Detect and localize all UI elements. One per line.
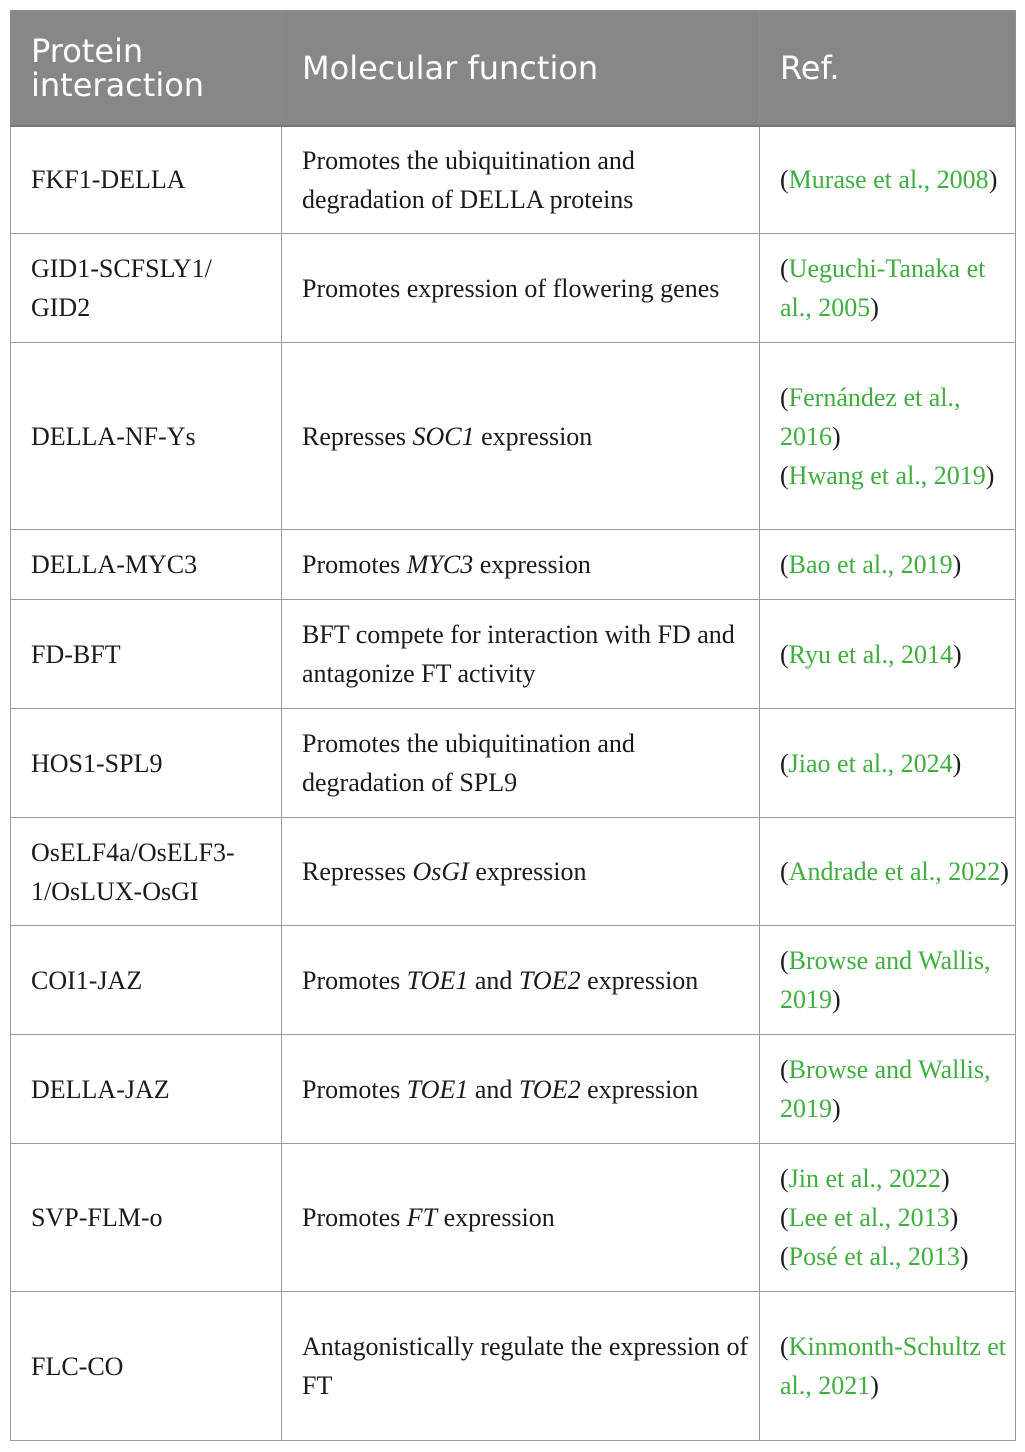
ref-entry: (Browse and Wallis, 2019) (780, 946, 991, 1014)
reference-link[interactable]: Ueguchi-Tanaka et al., 2005 (780, 254, 986, 322)
cell-ref (760, 234, 1016, 343)
function-text: expression (468, 857, 587, 886)
function-text: Promotes (302, 1203, 407, 1232)
function-text: expression (437, 1203, 555, 1232)
gene-name-italic: TOE1 (406, 965, 469, 995)
function-text: BFT compete for interaction with FD and antagonize FT activity (302, 620, 735, 688)
ref-entry: (Jiao et al., 2024) (780, 748, 962, 778)
cell-ref (760, 818, 1016, 926)
function-text: Represses (302, 857, 413, 886)
cell-ref (760, 343, 1016, 530)
ref-entry: (Ueguchi-Tanaka et al., 2005) (780, 254, 986, 322)
cell-protein-interaction: OsELF4a/OsELF3-1/OsLUX-OsGI (11, 818, 282, 926)
ref-entry: (Kinmonth-Schultz et al., 2021) (780, 1332, 1007, 1400)
cell-ref (760, 1035, 1016, 1144)
function-text: expression (580, 1074, 699, 1104)
table-row (11, 600, 1016, 709)
ref-entry: (Lee et al., 2013) (780, 1203, 959, 1232)
table-row (11, 709, 1016, 818)
table-row (11, 926, 1016, 1035)
cell-protein-interaction: DELLA-NF-Ys (11, 343, 282, 530)
reference-link[interactable]: Murase et al., 2008 (788, 165, 989, 195)
cell-protein-interaction: GID1-SCFSLY1/ GID2 (11, 234, 282, 343)
ref-entry: (Jin et al., 2022) (780, 1164, 950, 1193)
table-row (11, 1144, 1016, 1292)
reference-link[interactable]: Lee et al., 2013 (788, 1203, 950, 1232)
reference-link[interactable]: Jin et al., 2022 (788, 1164, 942, 1193)
cell-molecular-function (282, 1144, 760, 1292)
cell-protein-interaction: DELLA-JAZ (11, 1035, 282, 1144)
cell-ref (760, 1292, 1016, 1441)
reference-link[interactable]: Ryu et al., 2014 (788, 639, 953, 669)
function-text: Promotes expression of flowering genes (302, 273, 720, 303)
header-ref: Ref. (760, 11, 1016, 126)
cell-protein-interaction: SVP-FLM-o (11, 1144, 282, 1292)
ref-entry: (Ryu et al., 2014) (780, 639, 962, 669)
cell-ref (760, 600, 1016, 709)
reference-link[interactable]: Jiao et al., 2024 (788, 748, 953, 778)
cell-molecular-function (282, 926, 760, 1035)
reference-link[interactable]: Posé et al., 2013 (788, 1242, 960, 1271)
ref-entry: (Bao et al., 2019) (780, 550, 962, 579)
cell-protein-interaction: HOS1-SPL9 (11, 709, 282, 818)
function-text: Promotes (302, 550, 407, 579)
function-text: Promotes (302, 965, 407, 995)
table-row (11, 234, 1016, 343)
header-molecular-function: Molecular function (282, 11, 760, 126)
function-text: expression (473, 550, 591, 579)
cell-ref (760, 1144, 1016, 1292)
function-text: and (468, 1074, 519, 1104)
function-text: Antagonistically regulate the expression of FT (302, 1332, 749, 1400)
cell-molecular-function (282, 600, 760, 709)
cell-molecular-function (282, 343, 760, 530)
cell-protein-interaction: FD-BFT (11, 600, 282, 709)
function-text: expression (474, 421, 593, 451)
function-text: Promotes the ubiquitination and degradation of SPL9 (302, 729, 635, 797)
cell-ref (760, 926, 1016, 1035)
cell-protein-interaction: FKF1-DELLA (11, 126, 282, 234)
function-text: Promotes the ubiquitination and degradation of DELLA proteins (302, 145, 635, 214)
cell-molecular-function (282, 126, 760, 234)
function-text: expression (580, 965, 699, 995)
gene-name-italic: FT (406, 1203, 438, 1232)
cell-ref (760, 530, 1016, 600)
table-row (11, 1292, 1016, 1441)
function-text: and (468, 965, 519, 995)
cell-protein-interaction: COI1-JAZ (11, 926, 282, 1035)
table-body (11, 126, 1016, 1441)
ref-entry: (Andrade et al., 2022) (780, 857, 1009, 886)
table-row (11, 818, 1016, 926)
header-row (11, 11, 1016, 126)
reference-link[interactable]: Browse and Wallis, 2019 (780, 946, 991, 1014)
table-row (11, 343, 1016, 530)
cell-ref (760, 709, 1016, 818)
gene-name-italic: TOE2 (518, 965, 581, 995)
cell-ref (760, 126, 1016, 234)
table-row (11, 1035, 1016, 1144)
header-protein-interaction: Protein interaction (11, 11, 282, 126)
function-text: Promotes (302, 1074, 407, 1104)
ref-entry: (Hwang et al., 2019) (780, 460, 995, 490)
reference-link[interactable]: Andrade et al., 2022 (788, 857, 1001, 886)
cell-molecular-function (282, 530, 760, 600)
reference-link[interactable]: Browse and Wallis, 2019 (780, 1055, 991, 1123)
gene-name-italic: TOE2 (518, 1074, 581, 1104)
cell-molecular-function (282, 818, 760, 926)
reference-link[interactable]: Hwang et al., 2019 (788, 460, 986, 490)
ref-entry: (Browse and Wallis, 2019) (780, 1055, 991, 1123)
table-row (11, 530, 1016, 600)
reference-link[interactable]: Fernández et al., 2016 (780, 382, 961, 451)
table-row (11, 126, 1016, 234)
gene-name-italic: OsGI (412, 857, 469, 886)
function-text: Represses (302, 421, 413, 451)
gene-name-italic: MYC3 (406, 550, 474, 579)
gene-name-italic: TOE1 (406, 1074, 469, 1104)
ref-entry: (Fernández et al., 2016) (780, 382, 961, 451)
interaction-table (10, 10, 1016, 1441)
cell-molecular-function (282, 709, 760, 818)
cell-protein-interaction: DELLA-MYC3 (11, 530, 282, 600)
cell-molecular-function (282, 1292, 760, 1441)
cell-molecular-function (282, 1035, 760, 1144)
ref-entry: (Murase et al., 2008) (780, 165, 998, 195)
gene-name-italic: SOC1 (412, 421, 475, 451)
ref-entry: (Posé et al., 2013) (780, 1242, 969, 1271)
cell-molecular-function (282, 234, 760, 343)
reference-link[interactable]: Bao et al., 2019 (788, 550, 953, 579)
cell-protein-interaction: FLC-CO (11, 1292, 282, 1441)
reference-link[interactable]: Kinmonth-Schultz et al., 2021 (780, 1332, 1007, 1400)
